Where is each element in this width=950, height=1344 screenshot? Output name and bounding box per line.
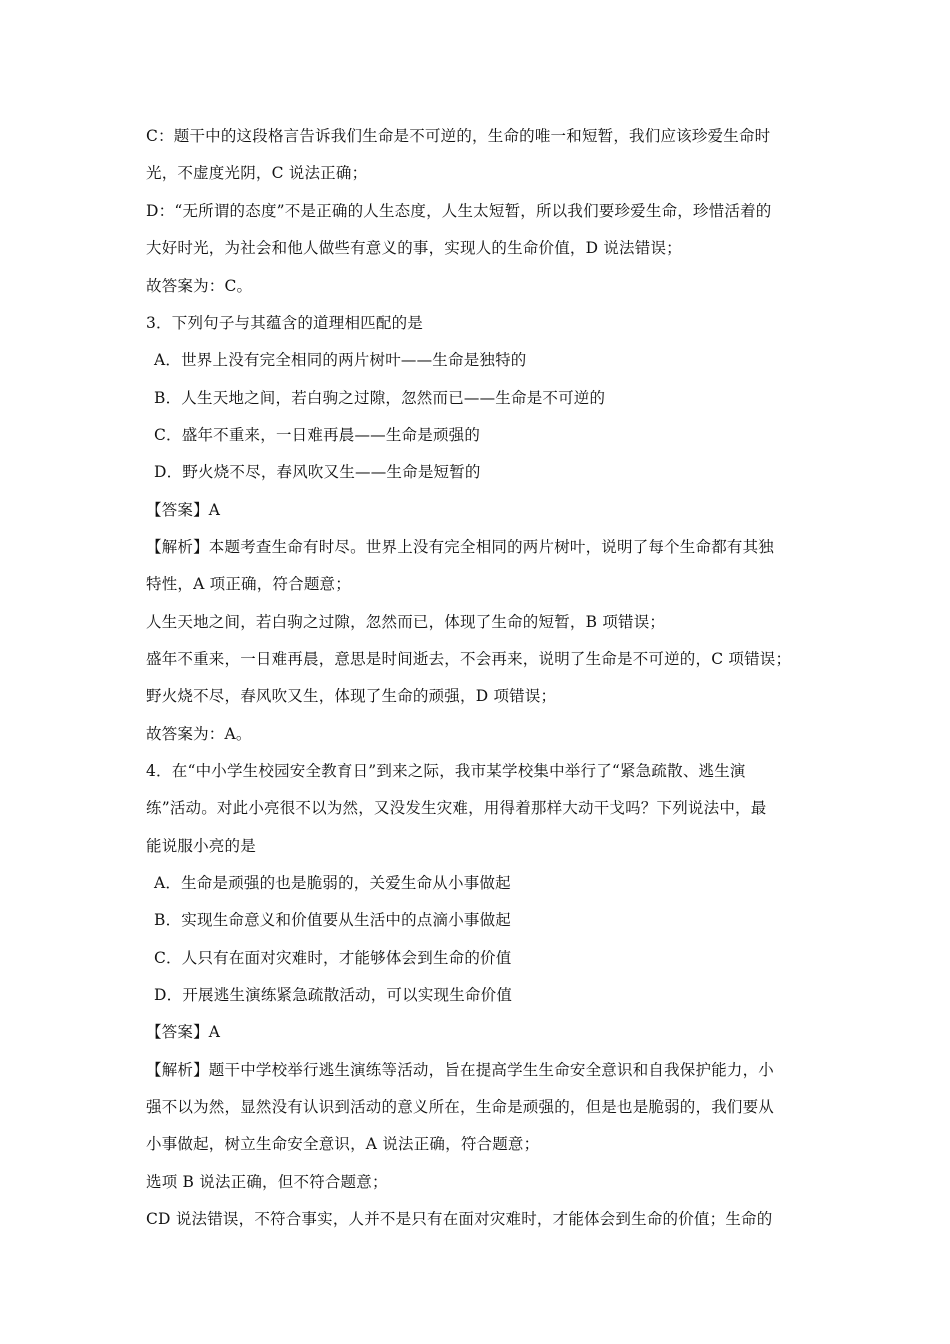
question-4-option-c: C．人只有在面对灾难时，才能够体会到生命的价值: [154, 949, 512, 967]
question-4-option-a: A．生命是顽强的也是脆弱的，关爱生命从小事做起: [154, 874, 511, 892]
text-line: 练”活动。对此小亮很不以为然，又没发生灾难，用得着那样大动干戈吗？下列说法中，最: [146, 799, 767, 817]
question-3-option-b: B．人生天地之间，若白驹之过隙，忽然而已——生命是不可逆的: [154, 389, 606, 407]
question-4-option-b: B．实现生命意义和价值要从生活中的点滴小事做起: [154, 911, 511, 929]
question-3-option-d: D．野火烧不尽，春风吹又生——生命是短暂的: [154, 463, 481, 481]
text-line: 盛年不重来，一日难再晨，意思是时间逝去，不会再来，说明了生命是不可逆的，C 项错误；: [146, 650, 792, 668]
question-3-stem: 3．下列句子与其蕴含的道理相匹配的是: [146, 314, 423, 332]
text-line: 人生天地之间，若白驹之过隙，忽然而已，体现了生命的短暂，B 项错误；: [146, 613, 666, 631]
text-line: CD 说法错误，不符合事实，人并不是只有在面对灾难时，才能体会到生命的价值；生命的: [146, 1210, 773, 1228]
text-line: 故答案为：C。: [146, 277, 253, 295]
text-line: 强不以为然，显然没有认识到活动的意义所在，生命是顽强的，但是也是脆弱的，我们要从: [146, 1098, 775, 1116]
question-3-option-c: C．盛年不重来，一日难再晨——生命是顽强的: [154, 426, 481, 444]
question-4-analysis: 【解析】题干中学校举行逃生演练等活动，旨在提高学生生命安全意识和自我保护能力，小: [146, 1061, 775, 1079]
text-line: D：“无所谓的态度”不是正确的人生态度，人生太短暂，所以我们要珍爱生命，珍惜活着的: [146, 202, 772, 220]
question-3-answer: 【答案】A: [146, 501, 221, 519]
text-line: 小事做起，树立生命安全意识，A 说法正确，符合题意；: [146, 1135, 540, 1153]
question-4-answer: 【答案】A: [146, 1023, 221, 1041]
question-4-stem: 4．在“中小学生校园安全教育日”到来之际，我市某学校集中举行了“紧急疏散、逃生演: [146, 762, 746, 780]
text-line: 故答案为：A。: [146, 725, 252, 743]
question-3-option-a: A．世界上没有完全相同的两片树叶——生命是独特的: [154, 351, 527, 369]
text-line: C：题干中的这段格言告诉我们生命是不可逆的，生命的唯一和短暂，我们应该珍爱生命时: [146, 127, 771, 145]
text-line: 大好时光，为社会和他人做些有意义的事，实现人的生命价值，D 说法错误；: [146, 239, 682, 257]
text-line: 特性，A 项正确，符合题意；: [146, 575, 351, 593]
text-line: 野火烧不尽，春风吹又生，体现了生命的顽强，D 项错误；: [146, 687, 557, 705]
text-line: 能说服小亮的是: [146, 837, 256, 855]
text-line: 光，不虚度光阴，C 说法正确；: [146, 164, 368, 182]
question-3-analysis: 【解析】本题考查生命有时尽。世界上没有完全相同的两片树叶，说明了每个生命都有其独: [146, 538, 775, 556]
question-4-option-d: D．开展逃生演练紧急疏散活动，可以实现生命价值: [154, 986, 513, 1004]
text-line: 选项 B 说法正确，但不符合题意；: [146, 1173, 388, 1191]
